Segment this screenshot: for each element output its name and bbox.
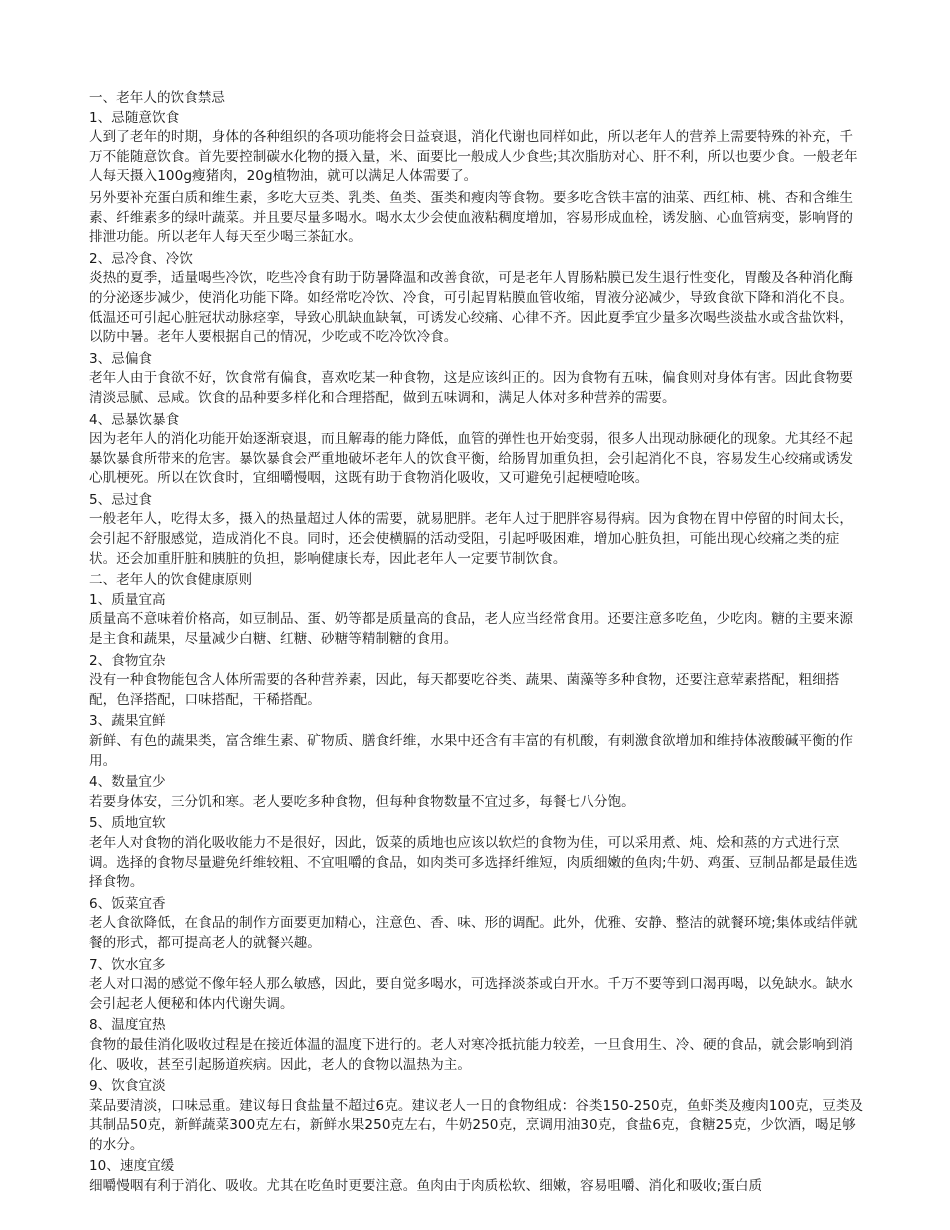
section-heading: 一、老年人的饮食禁忌 — [89, 90, 225, 106]
paragraph: 老年人对食物的消化吸收能力不是很好，因此，饭菜的质地也应该以软烂的食物为佳，可以采用煮、炖、烩和蒸的方式进行烹调。选择的食物尽量避免纤维较粗、不宜咀嚼的食品，如肉类可多选择纤维短，肉质细嫩的鱼肉;牛奶、鸡蛋、豆制品都是最佳选择食物。 — [89, 834, 858, 891]
section-heading: 10、速度宜缓 — [89, 1158, 175, 1175]
paragraph: 老人对口渴的感觉不像年轻人那么敏感，因此，要自觉多喝水，可选择淡茶或白开水。千万不要等到口渴再喝，以免缺水。缺水会引起老人便秘和体内代谢失调。 — [89, 976, 854, 1012]
paragraph: 因为老年人的消化功能开始逐渐衰退，而且解毒的能力降低，血管的弹性也开始变弱，很多人出现动脉硬化的现象。尤其经不起暴饮暴食所带来的危害。暴饮暴食会严重地破坏老年人的饮食平衡，给肠胃加重负担，会引起消化不良，容易发生心绞痛或诱发心肌梗死。所以在饮食时，宜细嚼慢咽，这既有助于食物消化吸收，又可避免引起梗噎呛咳。 — [89, 431, 854, 487]
section-heading: 3、蔬果宜鲜 — [89, 713, 166, 730]
paragraph: 细嚼慢咽有利于消化、吸收。尤其在吃鱼时更要注意。鱼肉由于肉质松软、细嫩，容易咀嚼、消化和吸收;蛋白质 — [89, 1178, 763, 1195]
paragraph: 另外要补充蛋白质和维生素，多吃大豆类、乳类、鱼类、蛋类和瘦肉等食物。要多吃含铁丰富的油菜、西红柿、桃、杏和含维生素、纤维素多的绿叶蔬菜。并且要尽量多喝水。喝水太少会使血液粘稠度增加，容易形成血栓，诱发脑、心血管病变，影响肾的排泄功能。所以老年人每天至少喝三茶缸水。 — [89, 189, 854, 246]
paragraph: 人到了老年的时期，身体的各种组织的各项功能将会日益衰退，消化代谢也同样如此，所以老年人的营养上需要特殊的补充，千万不能随意饮食。首先要控制碳水化物的摄入量，米、面要比一般成人少食些;其次脂肪对心、肝不利，所以也要少食。一般老年人每天摄入100g瘦猪肉，20g植物油，就可以满足人体需要了。 — [89, 129, 858, 185]
paragraph: 老人食欲降低，在食品的制作方面要更加精心，注意色、香、味、形的调配。此外，优雅、安静、整洁的就餐环境;集体或结伴就餐的形式，都可提高老人的就餐兴趣。 — [89, 915, 858, 951]
section-heading: 4、数量宜少 — [89, 774, 166, 791]
paragraph: 老年人由于食欲不好，饮食常有偏食，喜欢吃某一种食物，这是应该纠正的。因为食物有五味，偏食则对身体有害。因此食物要清淡忌腻、忌咸。饮食的品种要多样化和合理搭配，做到五味调和，满足人体对多种营养的需要。 — [89, 370, 854, 406]
paragraph: 菜品要清淡，口味忌重。建议每日食盐量不超过6克。建议老人一日的食物组成：谷类150-250克，鱼虾类及瘦肉100克，豆类及其制品50克，新鲜蔬菜300克左右，新鲜水果250克左右，牛奶250克，烹调用油30克，食盐6克，食糖25克，少饮酒，喝足够的水分。 — [89, 1097, 864, 1153]
paragraph: 质量高不意味着价格高，如豆制品、蛋、奶等都是质量高的食品，老人应当经常食用。还要注意多吃鱼，少吃肉。糖的主要来源是主食和蔬果，尽量减少白糖、红糖、砂糖等精制糖的食用。 — [89, 611, 854, 648]
paragraph: 一般老年人，吃得太多，摄入的热量超过人体的需要，就易肥胖。老年人过于肥胖容易得病。因为食物在胃中停留的时间太长，会引起不舒服感觉，造成消化不良。同时，还会使横膈的活动受阻，引起呼吸困难，增加心脏负担，可能出现心绞痛之类的症状。还会加重肝脏和胰脏的负担，影响健康长寿，因此老年人一定要节制饮食。 — [89, 511, 854, 567]
section-heading: 6、饭菜宜香 — [89, 895, 166, 912]
section-heading: 4、忌暴饮暴食 — [89, 411, 180, 428]
section-heading: 5、忌过食 — [89, 491, 153, 508]
paragraph: 新鲜、有色的蔬果类，富含维生素、矿物质、膳食纤维，水果中还含有丰富的有机酸，有刺激食欲增加和维持体液酸碱平衡的作用。 — [89, 733, 854, 769]
section-heading: 5、质地宜软 — [89, 815, 166, 832]
section-heading: 1、忌随意饮食 — [89, 109, 180, 126]
section-heading: 2、忌冷食、冷饮 — [89, 250, 193, 267]
paragraph: 没有一种食物能包含人体所需要的各种营养素，因此，每天都要吃谷类、蔬果、菌藻等多种食物，还要注意荤素搭配，粗细搭配，色泽搭配，口味搭配，干稀搭配。 — [89, 672, 840, 708]
section-heading: 9、饮食宜淡 — [89, 1078, 166, 1095]
section-heading: 2、食物宜杂 — [89, 652, 166, 669]
section-heading: 8、温度宜热 — [89, 1017, 166, 1034]
section-heading: 7、饮水宜多 — [89, 956, 166, 973]
paragraph: 若要身体安，三分饥和寒。老人要吃多种食物，但每种食物数量不宜过多，每餐七八分饱。 — [89, 793, 635, 810]
section-heading: 1、质量宜高 — [89, 591, 166, 608]
document-body — [89, 89, 864, 1199]
paragraph: 炎热的夏季，适量喝些冷饮，吃些冷食有助于防暑降温和改善食欲，可是老年人胃肠粘膜已发生退行性变化，胃酸及各种消化酶的分泌逐步减少，使消化功能下降。如经常吃冷饮、冷食，可引起胃粘膜血管收缩，胃液分泌减少，导致食欲下降和消化不良。低温还可引起心脏冠状动脉痉挛，导致心肌缺血缺氧，可诱发心绞痛、心律不齐。因此夏季宜少量多次喝些淡盐水或含盐饮料，以防中暑。老年人要根据自己的情况，少吃或不吃冷饮冷食。 — [89, 270, 854, 346]
paragraph: 食物的最佳消化吸收过程是在接近体温的温度下进行的。老人对寒冷抵抗能力较差，一旦食用生、冷、硬的食品，就会影响到消化、吸收，甚至引起肠道疾病。因此，老人的食物以温热为主。 — [89, 1036, 854, 1073]
section-heading: 3、忌偏食 — [89, 350, 153, 367]
section-heading: 二、老年人的饮食健康原则 — [89, 572, 253, 589]
